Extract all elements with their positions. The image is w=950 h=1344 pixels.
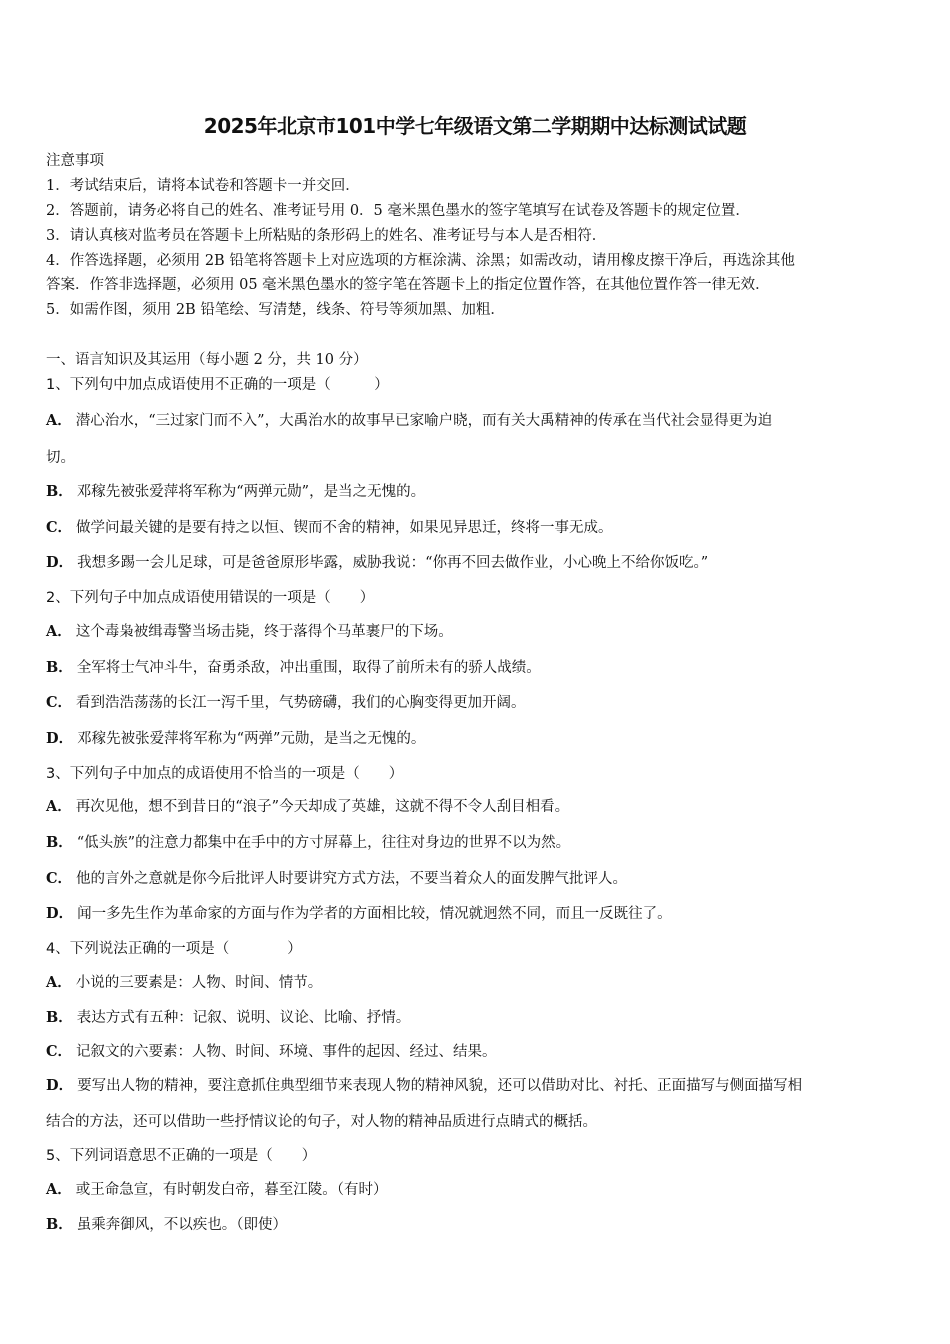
option-text: 虽乘奔御风，不以疾也。（即使） bbox=[76, 1217, 288, 1233]
option-label: A． bbox=[46, 974, 72, 991]
notice-item-4-cont: 答案．作答非选择题，必须用 05 毫米黑色墨水的签字笔在答题卡上的指定位置作答，在其他位置作答一律无效． bbox=[46, 277, 770, 293]
question-2-option-a bbox=[46, 622, 908, 642]
option-text: 表达方式有五种：记叙、说明、议论、比喻、抒情。 bbox=[76, 1010, 411, 1026]
question-2-option-d bbox=[46, 729, 908, 749]
option-label: A． bbox=[46, 798, 72, 815]
option-text: 我想多踢一会儿足球，可是爸爸原形毕露，威胁我说：“你再不回去做作业，小心晚上不给你饭吃。” bbox=[77, 555, 709, 571]
option-text: 全军将士气冲斗牛，奋勇杀敌，冲出重围，取得了前所未有的骄人战绩。 bbox=[76, 660, 541, 676]
question-4-option-d bbox=[46, 1076, 908, 1096]
option-label: D． bbox=[46, 905, 74, 922]
option-label: B． bbox=[46, 1216, 73, 1233]
option-text: 再次见他，想不到昔日的“浪子”今天却成了英雄，这就不得不令人刮目相看。 bbox=[75, 799, 570, 815]
question-4-option-a bbox=[46, 973, 908, 993]
question-3-option-d bbox=[46, 904, 908, 924]
section-heading: 一、语言知识及其运用（每小题 2 分，共 10 分） bbox=[46, 352, 368, 368]
question-1-option-c bbox=[46, 518, 908, 538]
question-5-option-b bbox=[46, 1215, 908, 1235]
option-text: 或王命急宣，有时朝发白帝，暮至江陵。（有时） bbox=[75, 1182, 388, 1198]
question-4-option-c bbox=[46, 1042, 908, 1062]
option-label: B． bbox=[46, 483, 73, 500]
option-label: C． bbox=[46, 870, 73, 887]
option-text: 记叙文的六要素：人物、时间、环境、事件的起因、经过、结果。 bbox=[76, 1044, 497, 1060]
option-label: B． bbox=[46, 659, 73, 676]
option-label: C． bbox=[46, 1043, 73, 1060]
notice-heading: 注意事项 bbox=[46, 153, 104, 169]
option-label: D． bbox=[46, 730, 74, 747]
page-title: 2025年北京市101中学七年级语文第二学期期中达标测试试题 bbox=[203, 114, 747, 138]
option-text: 做学问最关键的是要有持之以恒、锲而不舍的精神，如果见异思迁，终将一事无成。 bbox=[76, 520, 613, 536]
option-text: 潜心治水，“三过家门而不入”，大禹治水的故事早已家喻户晓，而有关大禹精神的传承在当代社会显得更为迫 bbox=[75, 413, 773, 429]
notice-item-4: 4．作答选择题，必须用 2B 铅笔将答题卡上对应选项的方框涂满、涂黑；如需改动，请用橡皮擦干净后，再选涂其他 bbox=[46, 253, 795, 269]
option-text: 小说的三要素是：人物、时间、情节。 bbox=[75, 975, 323, 991]
question-5-option-a bbox=[46, 1180, 908, 1200]
option-label: A． bbox=[46, 623, 72, 640]
option-label: C． bbox=[46, 694, 73, 711]
option-label: B． bbox=[46, 834, 73, 851]
question-3-option-a bbox=[46, 797, 908, 817]
question-5-stem: 5、下列词语意思不正确的一项是（ ） bbox=[46, 1148, 317, 1164]
question-1-option-b bbox=[46, 482, 908, 502]
option-text: 闻一多先生作为革命家的方面与作为学者的方面相比较，情况就迥然不同，而且一反既往了。 bbox=[77, 906, 672, 922]
option-text: 他的言外之意就是你今后批评人时要讲究方式方法，不要当着众人的面发脾气批评人。 bbox=[76, 871, 628, 887]
option-label: B． bbox=[46, 1009, 73, 1026]
option-text: 邓稼先被张爱萍将军称为“两弹”元勋，是当之无愧的。 bbox=[77, 731, 426, 747]
question-4-option-d-cont: 结合的方法，还可以借助一些抒情议论的句子，对人物的精神品质进行点睛式的概括。 bbox=[46, 1114, 597, 1130]
question-1-option-a-cont: 切。 bbox=[46, 450, 75, 466]
notice-item-1: 1．考试结束后，请将本试卷和答题卡一并交回． bbox=[46, 178, 360, 194]
question-4-stem: 4、下列说法正确的一项是（ ） bbox=[46, 941, 302, 957]
option-label: D． bbox=[46, 554, 74, 571]
notice-item-5: 5．如需作图，须用 2B 铅笔绘、写清楚，线条、符号等须加黑、加粗． bbox=[46, 302, 505, 318]
question-1-option-d bbox=[46, 553, 908, 573]
question-2-option-b bbox=[46, 658, 908, 678]
option-text: 看到浩浩荡荡的长江一泻千里，气势磅礴，我们的心胸变得更加开阔。 bbox=[76, 695, 526, 711]
option-label: A． bbox=[46, 1181, 72, 1198]
question-1-option-a bbox=[46, 411, 908, 431]
question-3-stem: 3、下列句子中加点的成语使用不恰当的一项是（ ） bbox=[46, 766, 404, 782]
question-4-option-b bbox=[46, 1008, 908, 1028]
question-1-stem: 1、下列句中加点成语使用不正确的一项是（ ） bbox=[46, 377, 389, 393]
option-label: A． bbox=[46, 412, 72, 429]
notice-item-2: 2．答题前，请务必将自己的姓名、准考证号用 0．5 毫米黑色墨水的签字笔填写在试卷及答题卡的规定位置． bbox=[46, 203, 750, 219]
option-label: D． bbox=[46, 1077, 74, 1094]
notice-item-3: 3．请认真核对监考员在答题卡上所粘贴的条形码上的姓名、准考证号与本人是否相符． bbox=[46, 228, 607, 244]
question-2-stem: 2、下列句子中加点成语使用错误的一项是（ ） bbox=[46, 590, 375, 606]
option-text: 要写出人物的精神，要注意抓住典型细节来表现人物的精神风貌，还可以借助对比、衬托、正面描写与侧面描写相 bbox=[77, 1078, 803, 1094]
option-text: 邓稼先被张爱萍将军称为“两弹元勋”，是当之无愧的。 bbox=[76, 484, 426, 500]
question-3-option-b bbox=[46, 833, 908, 853]
question-2-option-c bbox=[46, 693, 908, 713]
option-label: C． bbox=[46, 519, 73, 536]
question-3-option-c bbox=[46, 869, 908, 889]
option-text: 这个毒枭被缉毒警当场击毙，终于落得个马革裹尸的下场。 bbox=[75, 624, 453, 640]
option-text: “低头族”的注意力都集中在手中的方寸屏幕上，往往对身边的世界不以为然。 bbox=[76, 835, 571, 851]
